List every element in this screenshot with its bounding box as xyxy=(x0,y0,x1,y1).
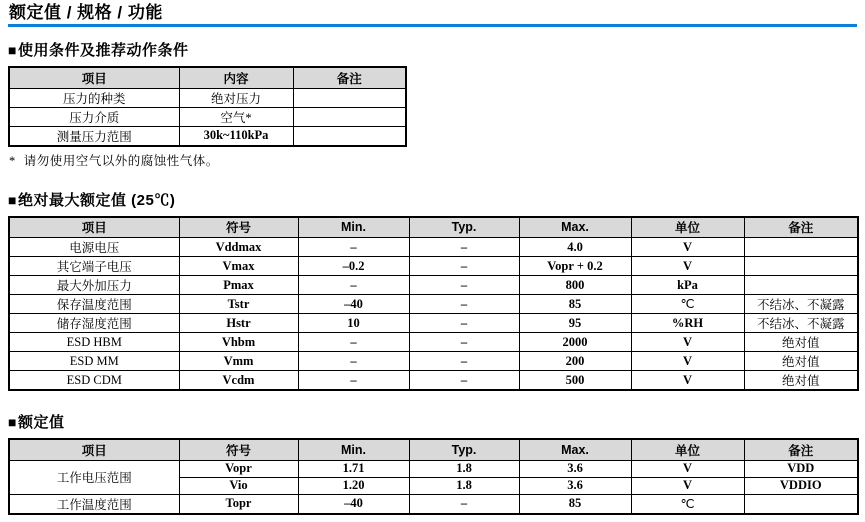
column-header-symbol: 符号 xyxy=(179,217,298,238)
table-row xyxy=(9,257,858,276)
remark-cell: 绝对值 xyxy=(744,333,858,352)
table-header-row xyxy=(9,217,858,238)
section-heading-ratings xyxy=(8,411,857,432)
column-header-symbol: 符号 xyxy=(179,439,298,460)
section-heading-text: 额定值 xyxy=(17,414,65,431)
remark-cell xyxy=(293,88,406,107)
max-cell: 500 xyxy=(519,371,631,391)
column-header-min: Min. xyxy=(298,217,409,238)
table-row xyxy=(9,88,406,107)
min-cell: – xyxy=(298,276,409,295)
column-header-item: 项目 xyxy=(9,217,179,238)
max-cell: Vopr + 0.2 xyxy=(519,257,631,276)
item-cell: 工作温度范围 xyxy=(9,494,179,514)
symbol-cell: Tstr xyxy=(179,295,298,314)
item-cell: 保存温度范围 xyxy=(9,295,179,314)
item-cell: ESD MM xyxy=(9,352,179,371)
unit-cell: kPa xyxy=(631,276,744,295)
section-heading-text: 绝对最大额定值 (25℃) xyxy=(17,191,176,209)
typ-cell: – xyxy=(409,333,519,352)
min-cell: –40 xyxy=(298,295,409,314)
item-cell: 压力介质 xyxy=(9,107,179,126)
typ-cell: – xyxy=(409,257,519,276)
max-cell: 200 xyxy=(519,352,631,371)
column-header-min: Min. xyxy=(298,439,409,460)
typ-cell: – xyxy=(409,276,519,295)
column-header-content: 内容 xyxy=(179,67,293,88)
item-cell: 工作电压范围 xyxy=(9,460,179,494)
unit-cell: V xyxy=(631,460,744,477)
max-cell: 95 xyxy=(519,314,631,333)
max-cell: 85 xyxy=(519,494,631,514)
max-cell: 800 xyxy=(519,276,631,295)
symbol-cell: Vhbm xyxy=(179,333,298,352)
symbol-cell: Vddmax xyxy=(179,238,298,257)
max-cell: 3.6 xyxy=(519,477,631,494)
symbol-cell: Vio xyxy=(179,477,298,494)
section-heading-absolute-max-ratings xyxy=(8,189,857,210)
footnote xyxy=(9,151,857,169)
unit-cell: V xyxy=(631,371,744,391)
symbol-cell: Topr xyxy=(179,494,298,514)
table-row xyxy=(9,352,858,371)
ratings-table xyxy=(8,438,859,515)
remark-cell xyxy=(293,126,406,146)
usage-conditions-table xyxy=(8,66,407,147)
column-header-item: 项目 xyxy=(9,67,179,88)
unit-cell: V xyxy=(631,333,744,352)
remark-cell: 绝对值 xyxy=(744,371,858,391)
item-cell: ESD HBM xyxy=(9,333,179,352)
table-row xyxy=(9,295,858,314)
column-header-unit: 单位 xyxy=(631,217,744,238)
item-cell: 其它端子电压 xyxy=(9,257,179,276)
page-title: 额定值 / 规格 / 功能 xyxy=(8,2,857,27)
remark-cell: 不结冰、不凝露 xyxy=(744,314,858,333)
item-cell: 压力的种类 xyxy=(9,88,179,107)
table-row xyxy=(9,126,406,146)
section-marker-icon: ■ xyxy=(8,191,17,208)
max-cell: 2000 xyxy=(519,333,631,352)
symbol-cell: Vmax xyxy=(179,257,298,276)
item-cell: 储存湿度范围 xyxy=(9,314,179,333)
min-cell: 1.71 xyxy=(298,460,409,477)
min-cell: 10 xyxy=(298,314,409,333)
table-row xyxy=(9,107,406,126)
remark-cell xyxy=(744,276,858,295)
column-header-max: Max. xyxy=(519,217,631,238)
footnote-text: 请勿使用空气以外的腐蚀性气体。 xyxy=(23,153,219,168)
table-row xyxy=(9,314,858,333)
table-header-row xyxy=(9,439,858,460)
remark-cell xyxy=(744,494,858,514)
typ-cell: – xyxy=(409,295,519,314)
unit-cell: V xyxy=(631,352,744,371)
absolute-max-ratings-table xyxy=(8,216,859,392)
unit-cell: %RH xyxy=(631,314,744,333)
table-row xyxy=(9,238,858,257)
typ-cell: 1.8 xyxy=(409,460,519,477)
symbol-cell: Vmm xyxy=(179,352,298,371)
item-cell: ESD CDM xyxy=(9,371,179,391)
section-heading-usage-conditions xyxy=(8,39,857,60)
min-cell: –0.2 xyxy=(298,257,409,276)
min-cell: – xyxy=(298,352,409,371)
symbol-cell: Vopr xyxy=(179,460,298,477)
remark-cell: VDDIO xyxy=(744,477,858,494)
table-row xyxy=(9,371,858,391)
table-row xyxy=(9,276,858,295)
table-row xyxy=(9,460,858,477)
unit-cell: V xyxy=(631,257,744,276)
remark-cell xyxy=(744,238,858,257)
remark-cell: 绝对值 xyxy=(744,352,858,371)
symbol-cell: Vcdm xyxy=(179,371,298,391)
column-header-remark: 备注 xyxy=(293,67,406,88)
value-cell: 空气* xyxy=(179,107,293,126)
column-header-typ: Typ. xyxy=(409,439,519,460)
column-header-typ: Typ. xyxy=(409,217,519,238)
min-cell: – xyxy=(298,238,409,257)
min-cell: –40 xyxy=(298,494,409,514)
typ-cell: – xyxy=(409,238,519,257)
value-cell: 绝对压力 xyxy=(179,88,293,107)
column-header-remark: 备注 xyxy=(744,217,858,238)
max-cell: 4.0 xyxy=(519,238,631,257)
table-row xyxy=(9,333,858,352)
footnote-star-icon: * xyxy=(9,153,16,168)
min-cell: 1.20 xyxy=(298,477,409,494)
column-header-max: Max. xyxy=(519,439,631,460)
remark-cell xyxy=(744,257,858,276)
section-heading-text: 使用条件及推荐动作条件 xyxy=(17,42,189,59)
column-header-remark: 备注 xyxy=(744,439,858,460)
unit-cell: V xyxy=(631,477,744,494)
typ-cell: 1.8 xyxy=(409,477,519,494)
typ-cell: – xyxy=(409,352,519,371)
max-cell: 3.6 xyxy=(519,460,631,477)
column-header-unit: 单位 xyxy=(631,439,744,460)
remark-cell: VDD xyxy=(744,460,858,477)
column-header-item: 项目 xyxy=(9,439,179,460)
remark-cell: 不结冰、不凝露 xyxy=(744,295,858,314)
table-row xyxy=(9,494,858,514)
item-cell: 电源电压 xyxy=(9,238,179,257)
typ-cell: – xyxy=(409,494,519,514)
typ-cell: – xyxy=(409,371,519,391)
symbol-cell: Hstr xyxy=(179,314,298,333)
remark-cell xyxy=(293,107,406,126)
section-marker-icon: ■ xyxy=(8,42,17,58)
section-marker-icon: ■ xyxy=(8,414,17,430)
item-cell: 测量压力范围 xyxy=(9,126,179,146)
value-cell: 30k~110kPa xyxy=(179,126,293,146)
typ-cell: – xyxy=(409,314,519,333)
min-cell: – xyxy=(298,371,409,391)
table-header-row xyxy=(9,67,406,88)
item-cell: 最大外加压力 xyxy=(9,276,179,295)
unit-cell: ℃ xyxy=(631,295,744,314)
max-cell: 85 xyxy=(519,295,631,314)
unit-cell: V xyxy=(631,238,744,257)
symbol-cell: Pmax xyxy=(179,276,298,295)
min-cell: – xyxy=(298,333,409,352)
unit-cell: ℃ xyxy=(631,494,744,514)
